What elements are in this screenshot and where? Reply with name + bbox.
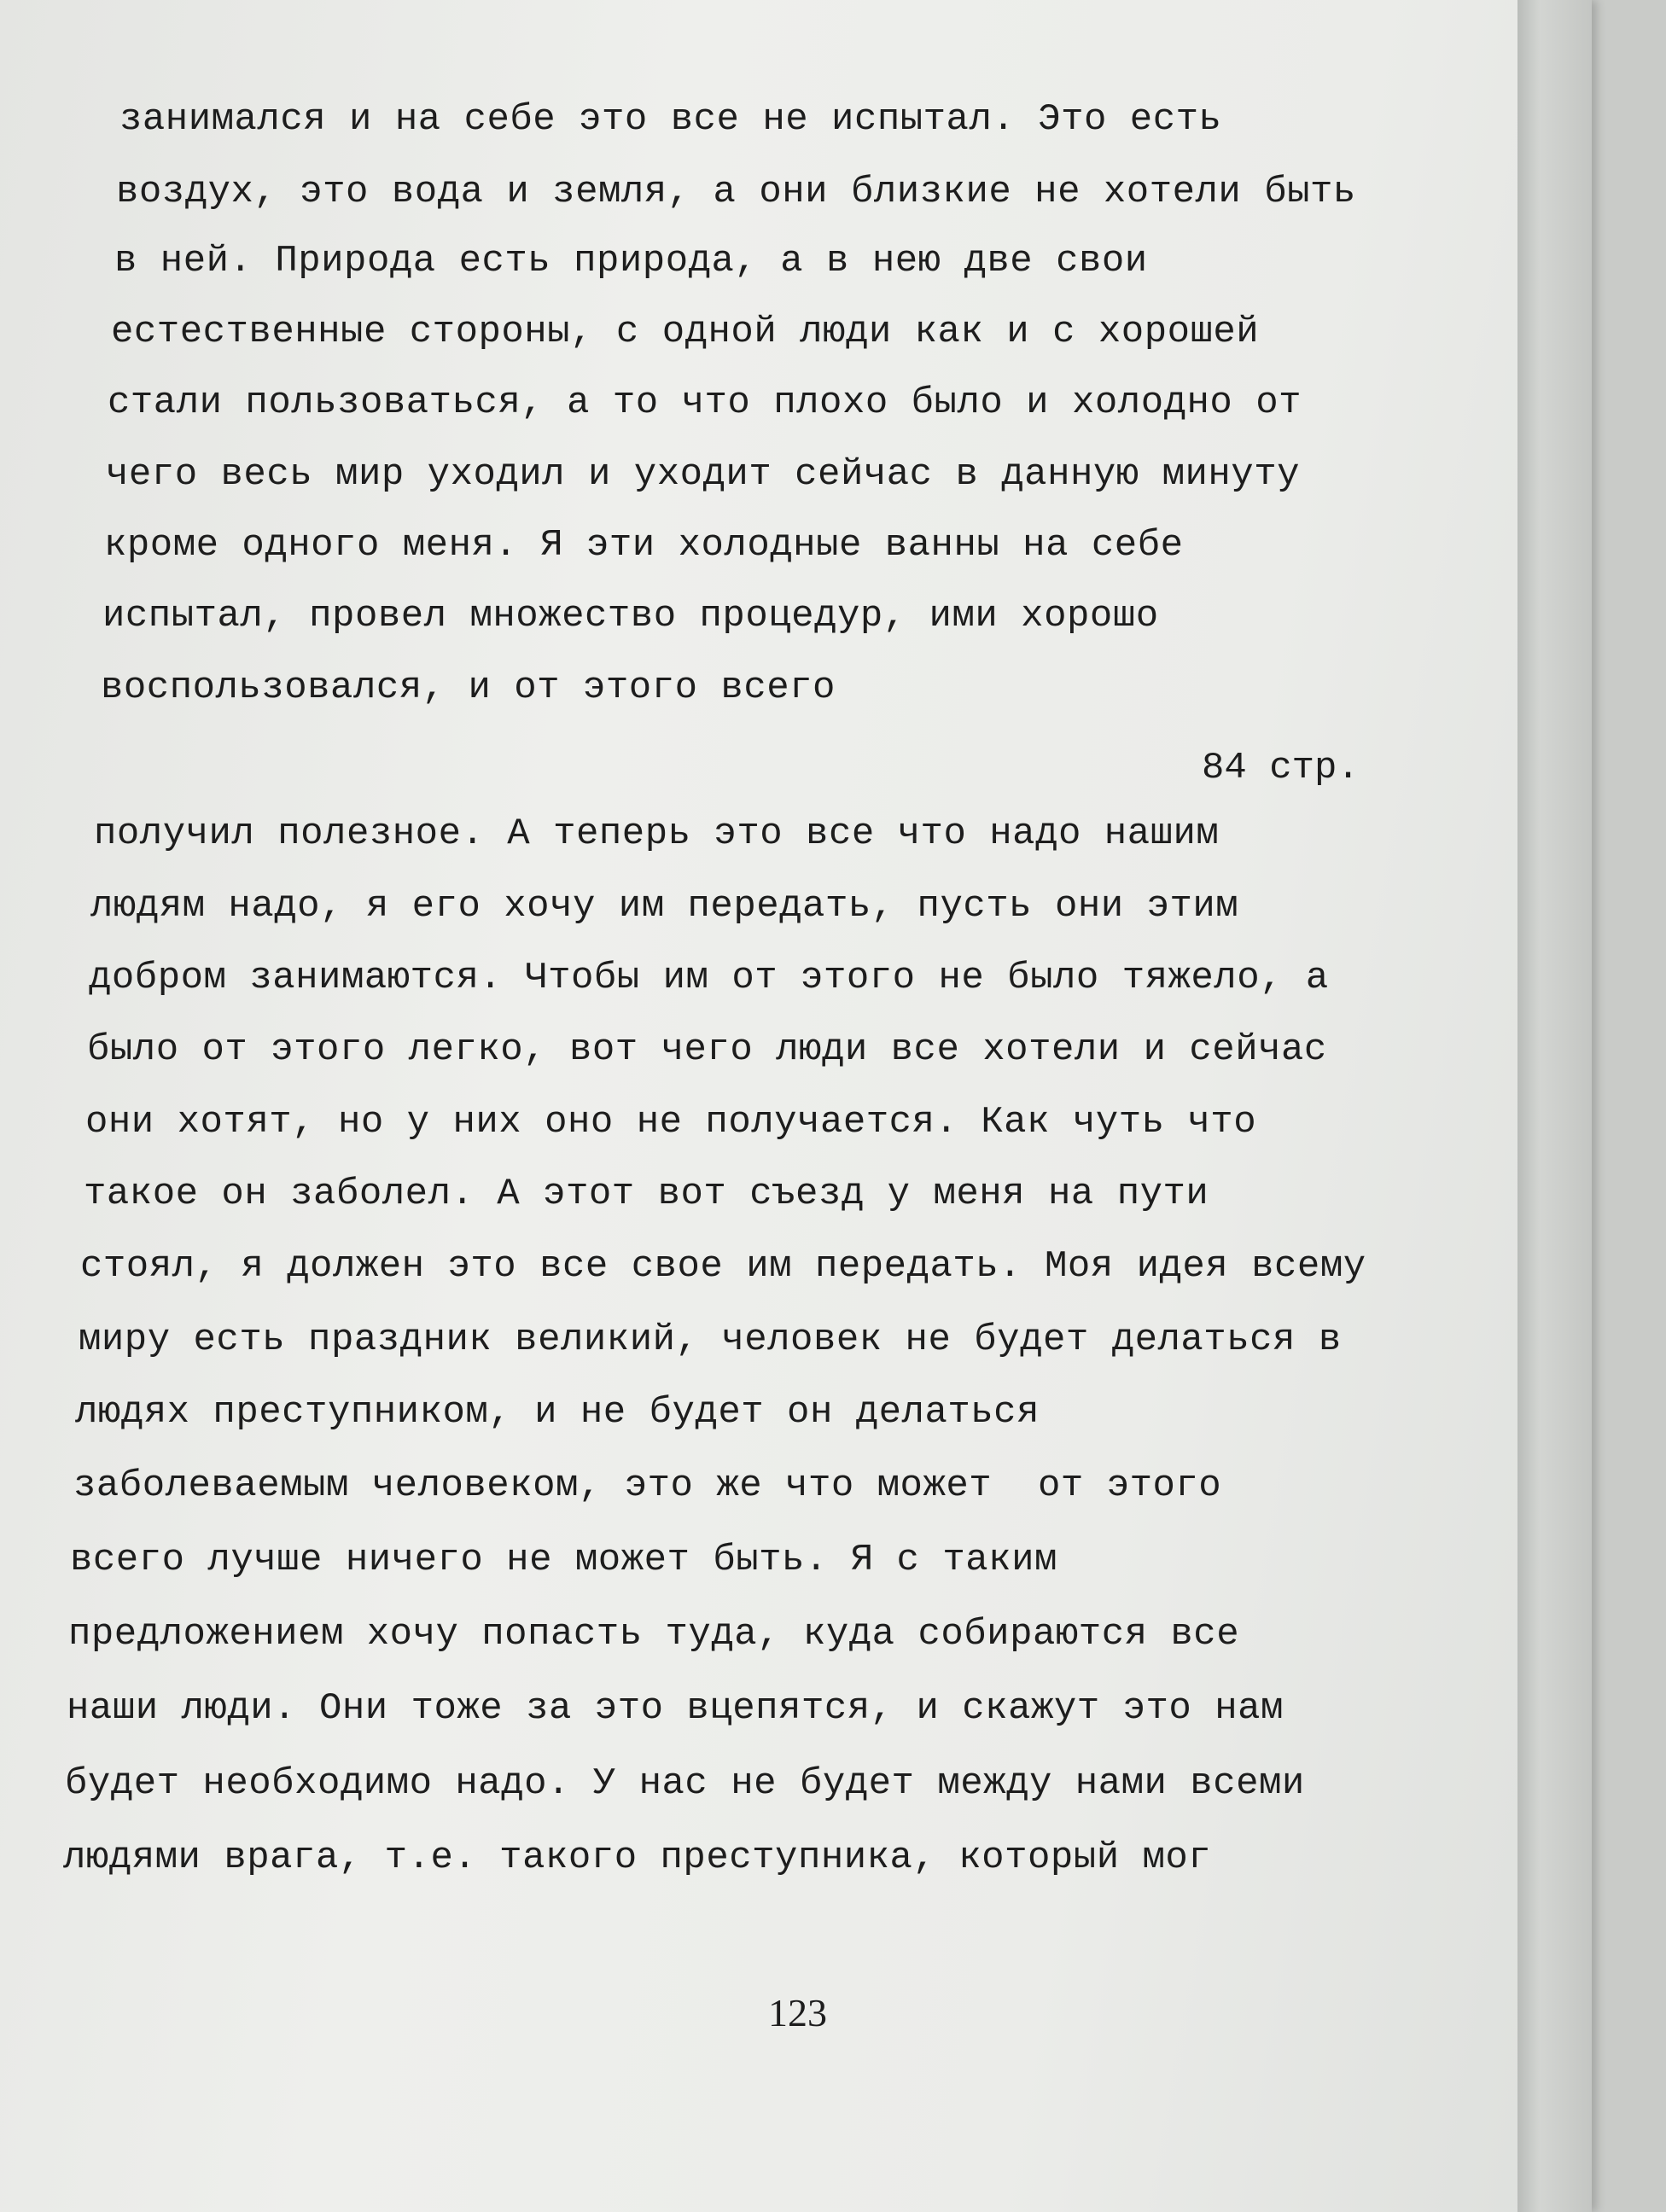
text-line: воздух, это вода и земля, а они близкие не хотели быть [116, 171, 1356, 213]
text-line: миру есть праздник великий, человек не будет делаться в [79, 1318, 1342, 1361]
text-line: чего весь мир уходил и уходит сейчас в данную минуту [106, 453, 1301, 496]
text-line: воспользовался, и от этого всего [101, 667, 836, 709]
text-line: заболеваемым человеком, это же что может от этого [73, 1464, 1222, 1507]
text-line: предложением хочу попасть туда, куда собираются все [68, 1613, 1240, 1656]
text-line: естественные стороны, с одной люди как и с хорошей [111, 311, 1260, 353]
text-line: людями врага, т.е. такого преступника, который мог [63, 1837, 1212, 1879]
text-line: испытал, провел множество процедур, ими хорошо [102, 595, 1159, 637]
page-number: 123 [768, 1991, 827, 2034]
text-line: добром занимаются. Чтобы им от этого не было тяжело, а [89, 957, 1329, 999]
text-line: людям надо, я его хочу им передать, пусть они этим [90, 885, 1239, 928]
text-line: будет необходимо надо. У нас не будет между нами всеми [65, 1762, 1305, 1805]
text-line: кроме одного меня. Я эти холодные ванны на себе [104, 524, 1184, 567]
text-line: стали пользоваться, а то что плохо было и холодно от [108, 381, 1302, 424]
text-line: было от этого легко, вот чего люди все хотели и сейчас [87, 1028, 1327, 1071]
text-line: наши люди. Они тоже за это вцепятся, и скажут это нам [67, 1687, 1284, 1730]
text-line: они хотят, но у них оно не получается. Как чуть что [85, 1101, 1257, 1144]
text-line: получил полезное. А теперь это все что надо нашим [94, 812, 1220, 855]
text-line: занимался и на себе это все не испытал. Это есть [119, 98, 1222, 141]
text-line: стоял, я должен это все свое им передать. Моя идея всему [80, 1245, 1366, 1288]
text-line: всего лучше ничего не может быть. Я с таким [70, 1539, 1057, 1581]
text-line: в ней. Природа есть природа, а в нею две свои [114, 240, 1148, 282]
text-line: людях преступником, и не будет он делаться [75, 1391, 1040, 1434]
source-page-marker: 84 стр. [1202, 747, 1360, 789]
text-line: такое он заболел. А этот вот съезд у меня на пути [84, 1173, 1209, 1215]
